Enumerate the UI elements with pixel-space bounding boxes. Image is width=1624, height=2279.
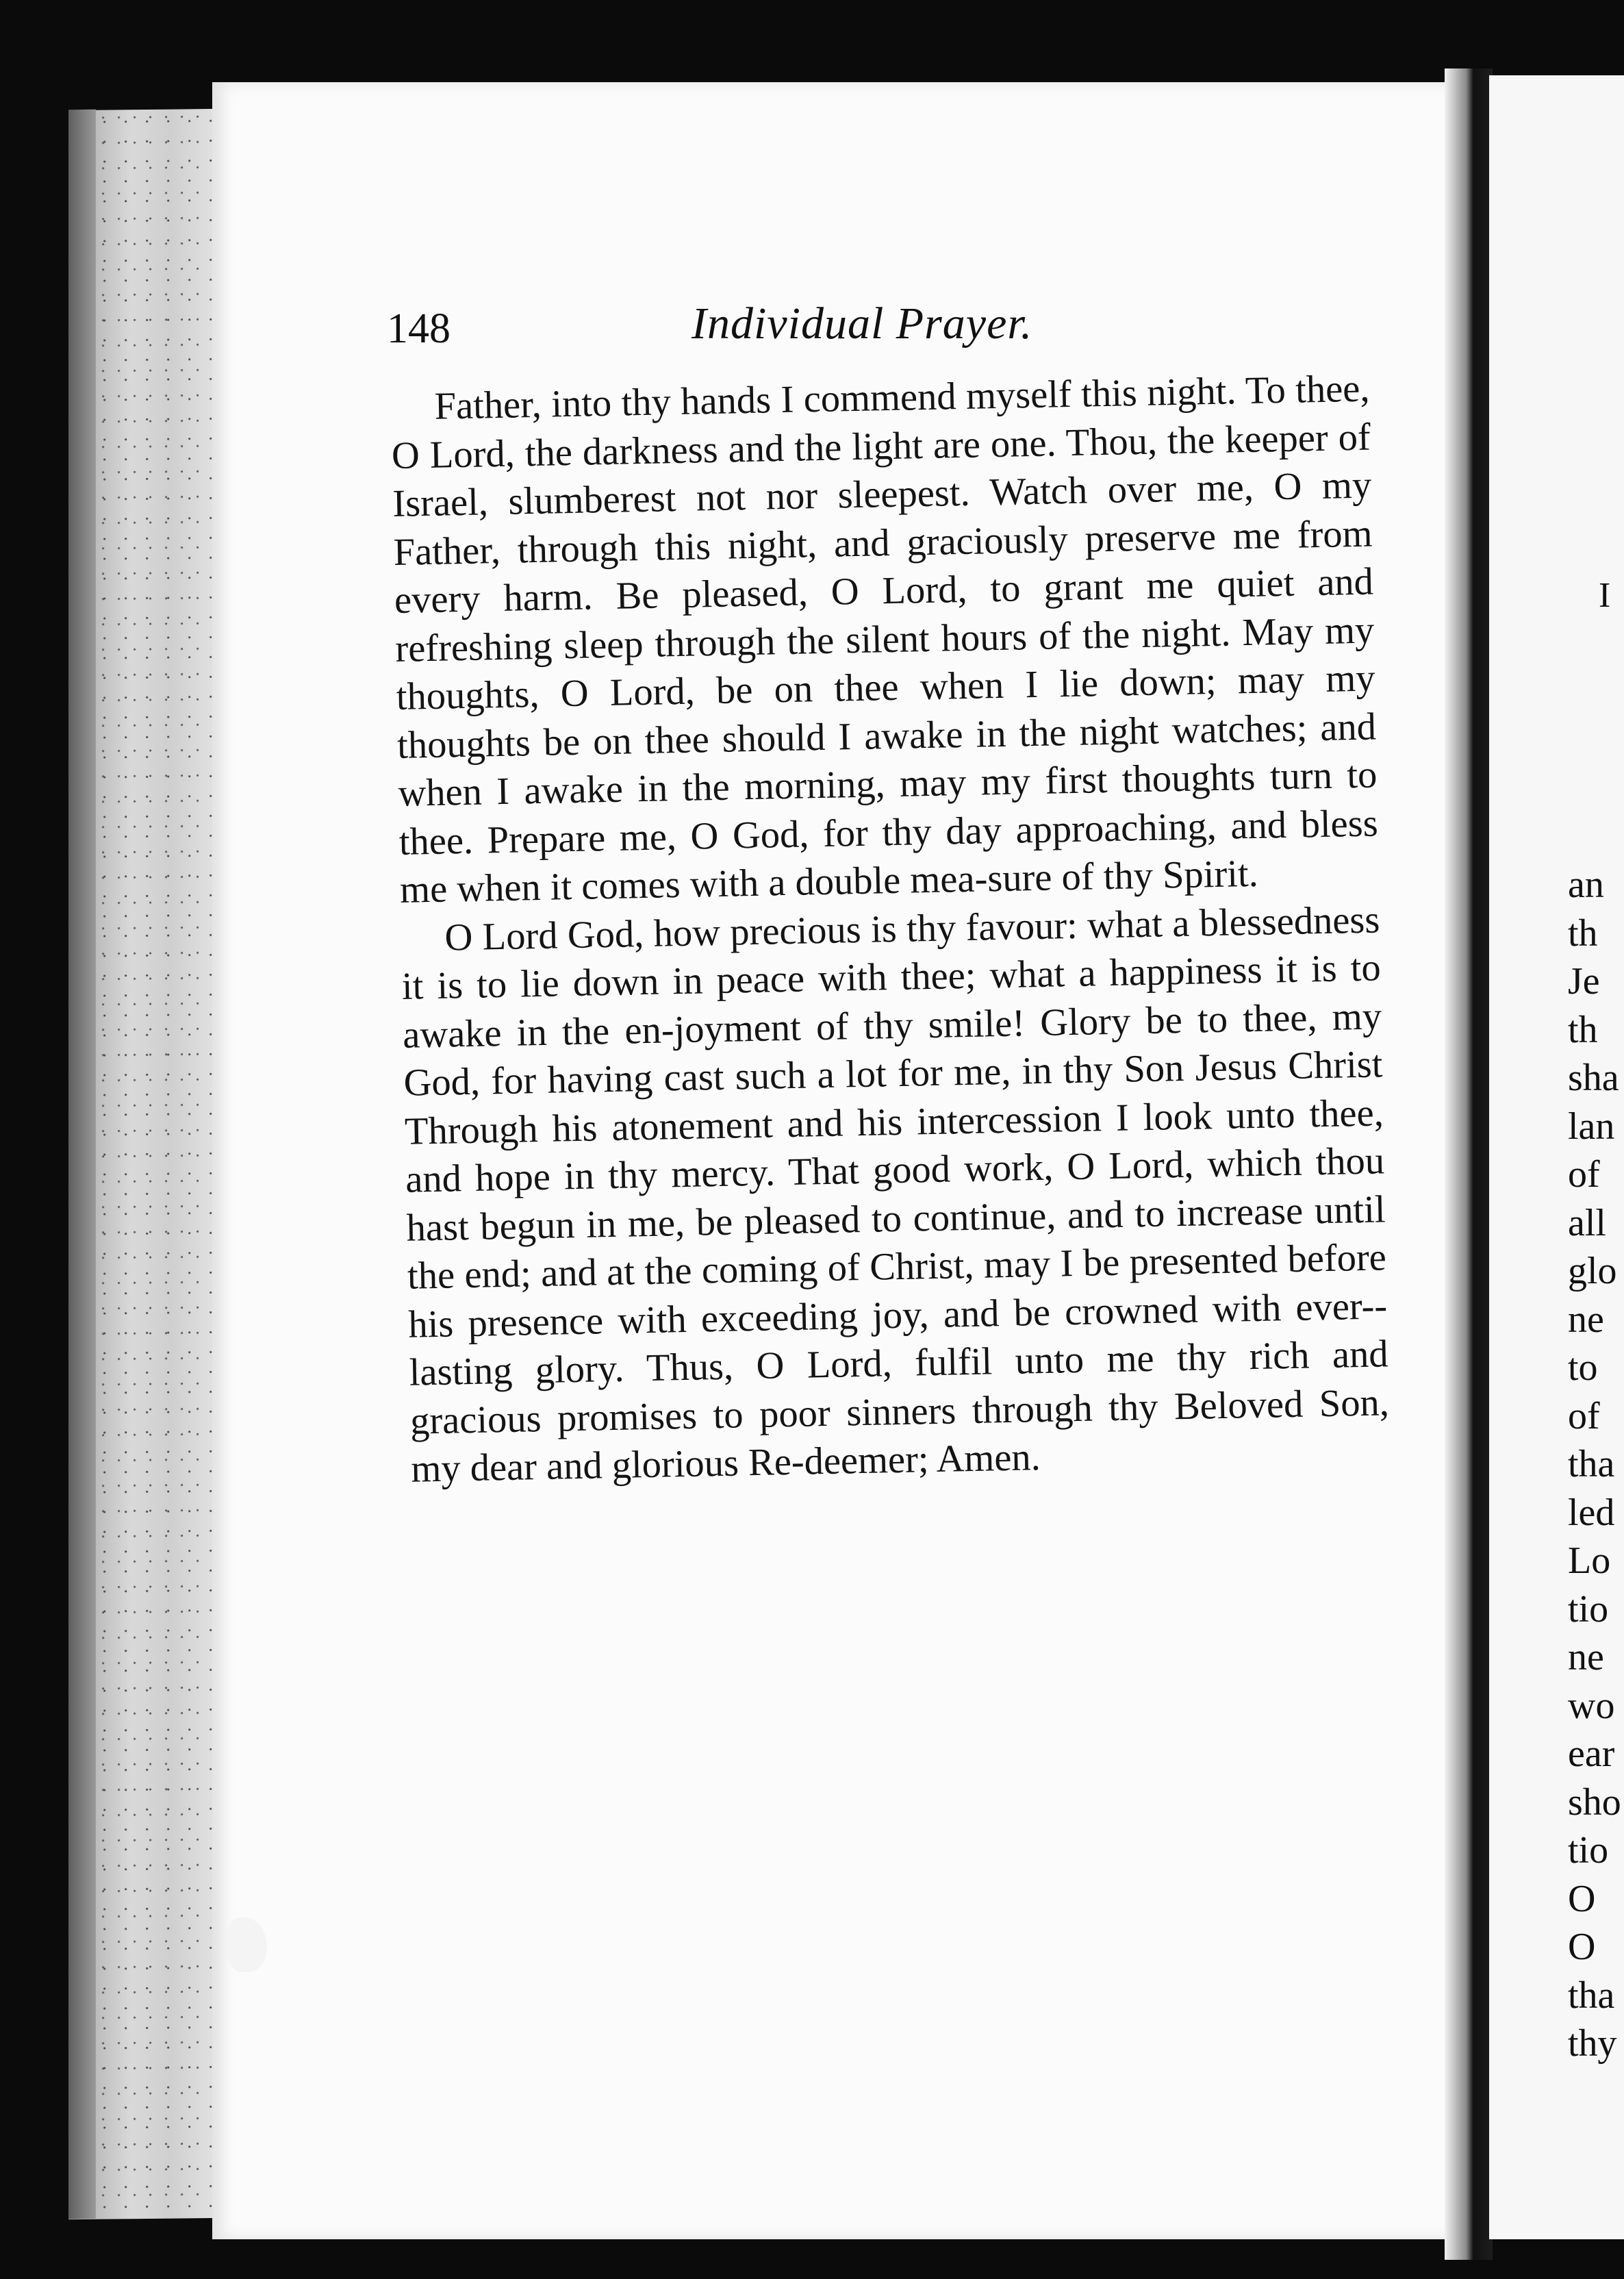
facing-line-fragment: th: [1568, 1008, 1598, 1051]
book-gutter: [1445, 68, 1493, 2260]
paper-blemish: [226, 1917, 267, 1972]
facing-line-fragment: Lo: [1568, 1539, 1611, 1582]
running-title: Individual Prayer.: [692, 299, 1033, 349]
facing-line-fragment: th: [1568, 911, 1598, 955]
facing-line-fragment: of: [1568, 1153, 1600, 1196]
paragraph-evening-commendation: Father, into thy hands I commend myself this night. To thee, O Lord, the darkness and the light are one. Thou, the keeper of Israel, slumberest not nor sleepest. Watch over me, O my Father, through this night, and graciously preserve me from every harm. Be pleased, O Lord, to grant me quiet and refreshing sleep through the silent hours of the night. May my thoughts, O Lord, be on thee when I lie down; may my thoughts be on thee should I awake in the night watches; and when I awake in the morning, may my first thoughts turn to thee. Prepare me, O God, for thy day approaching, and bless me when it comes with a double mea-sure of thy Spirit.: [391, 367, 1379, 911]
facing-line-fragment: tio: [1568, 1829, 1609, 1872]
facing-line-fragment: glo: [1568, 1250, 1617, 1292]
body-text: [390, 365, 1391, 1494]
facing-line-fragment: to: [1568, 1346, 1598, 1389]
page-number: 148: [387, 305, 451, 352]
facing-line-fragment: ear: [1568, 1733, 1615, 1775]
page-edge-shadow: [68, 110, 96, 2219]
facing-line-fragment: sho: [1568, 1780, 1621, 1824]
facing-line-fragment: lan: [1568, 1105, 1615, 1148]
facing-line-fragment: tio: [1568, 1587, 1609, 1630]
facing-page-header-fragment: I: [1599, 576, 1611, 615]
facing-line-fragment: ne: [1568, 1298, 1604, 1341]
facing-line-fragment: wo: [1568, 1684, 1615, 1727]
facing-line-fragment: ne: [1568, 1636, 1604, 1678]
paragraph-thanksgiving: O Lord God, how precious is thy favour: what a blessedness it is to lie down in peace with thee; what a happiness it is to awake in the en-joyment of thy smile! Glory be to thee, my God, for having cast such a lot for me, in thy Son Jesus Christ Through his atonement and his intercession I look unto thee, and hope in thy mercy. That good work, O Lord, which thou hast begun in me, be pleased to continue, and to increase until the end; and at the coming of Christ, may I be presented before his presence with exceeding joy, and be crowned with ever-lasting glory. Thus, O Lord, fulfil unto me thy rich and gracious promises to poor sinners through thy Beloved Son, my dear and glorious Re-deemer; Amen.: [401, 898, 1390, 1491]
facing-line-fragment: all: [1568, 1201, 1606, 1244]
facing-line-fragment: O: [1568, 1926, 1596, 1968]
facing-line-fragment: tha: [1568, 1974, 1615, 2017]
facing-line-fragment: sha: [1568, 1057, 1619, 1099]
facing-line-fragment: of: [1568, 1394, 1600, 1437]
facing-line-fragment: Je: [1568, 960, 1600, 1003]
facing-line-fragment: led: [1568, 1491, 1615, 1534]
facing-line-fragment: tha: [1568, 1443, 1615, 1485]
facing-line-fragment: an: [1568, 864, 1604, 906]
facing-page-fragment: [1489, 75, 1624, 2239]
facing-line-fragment: thy: [1568, 2022, 1617, 2065]
facing-line-fragment: O: [1568, 1877, 1596, 1920]
